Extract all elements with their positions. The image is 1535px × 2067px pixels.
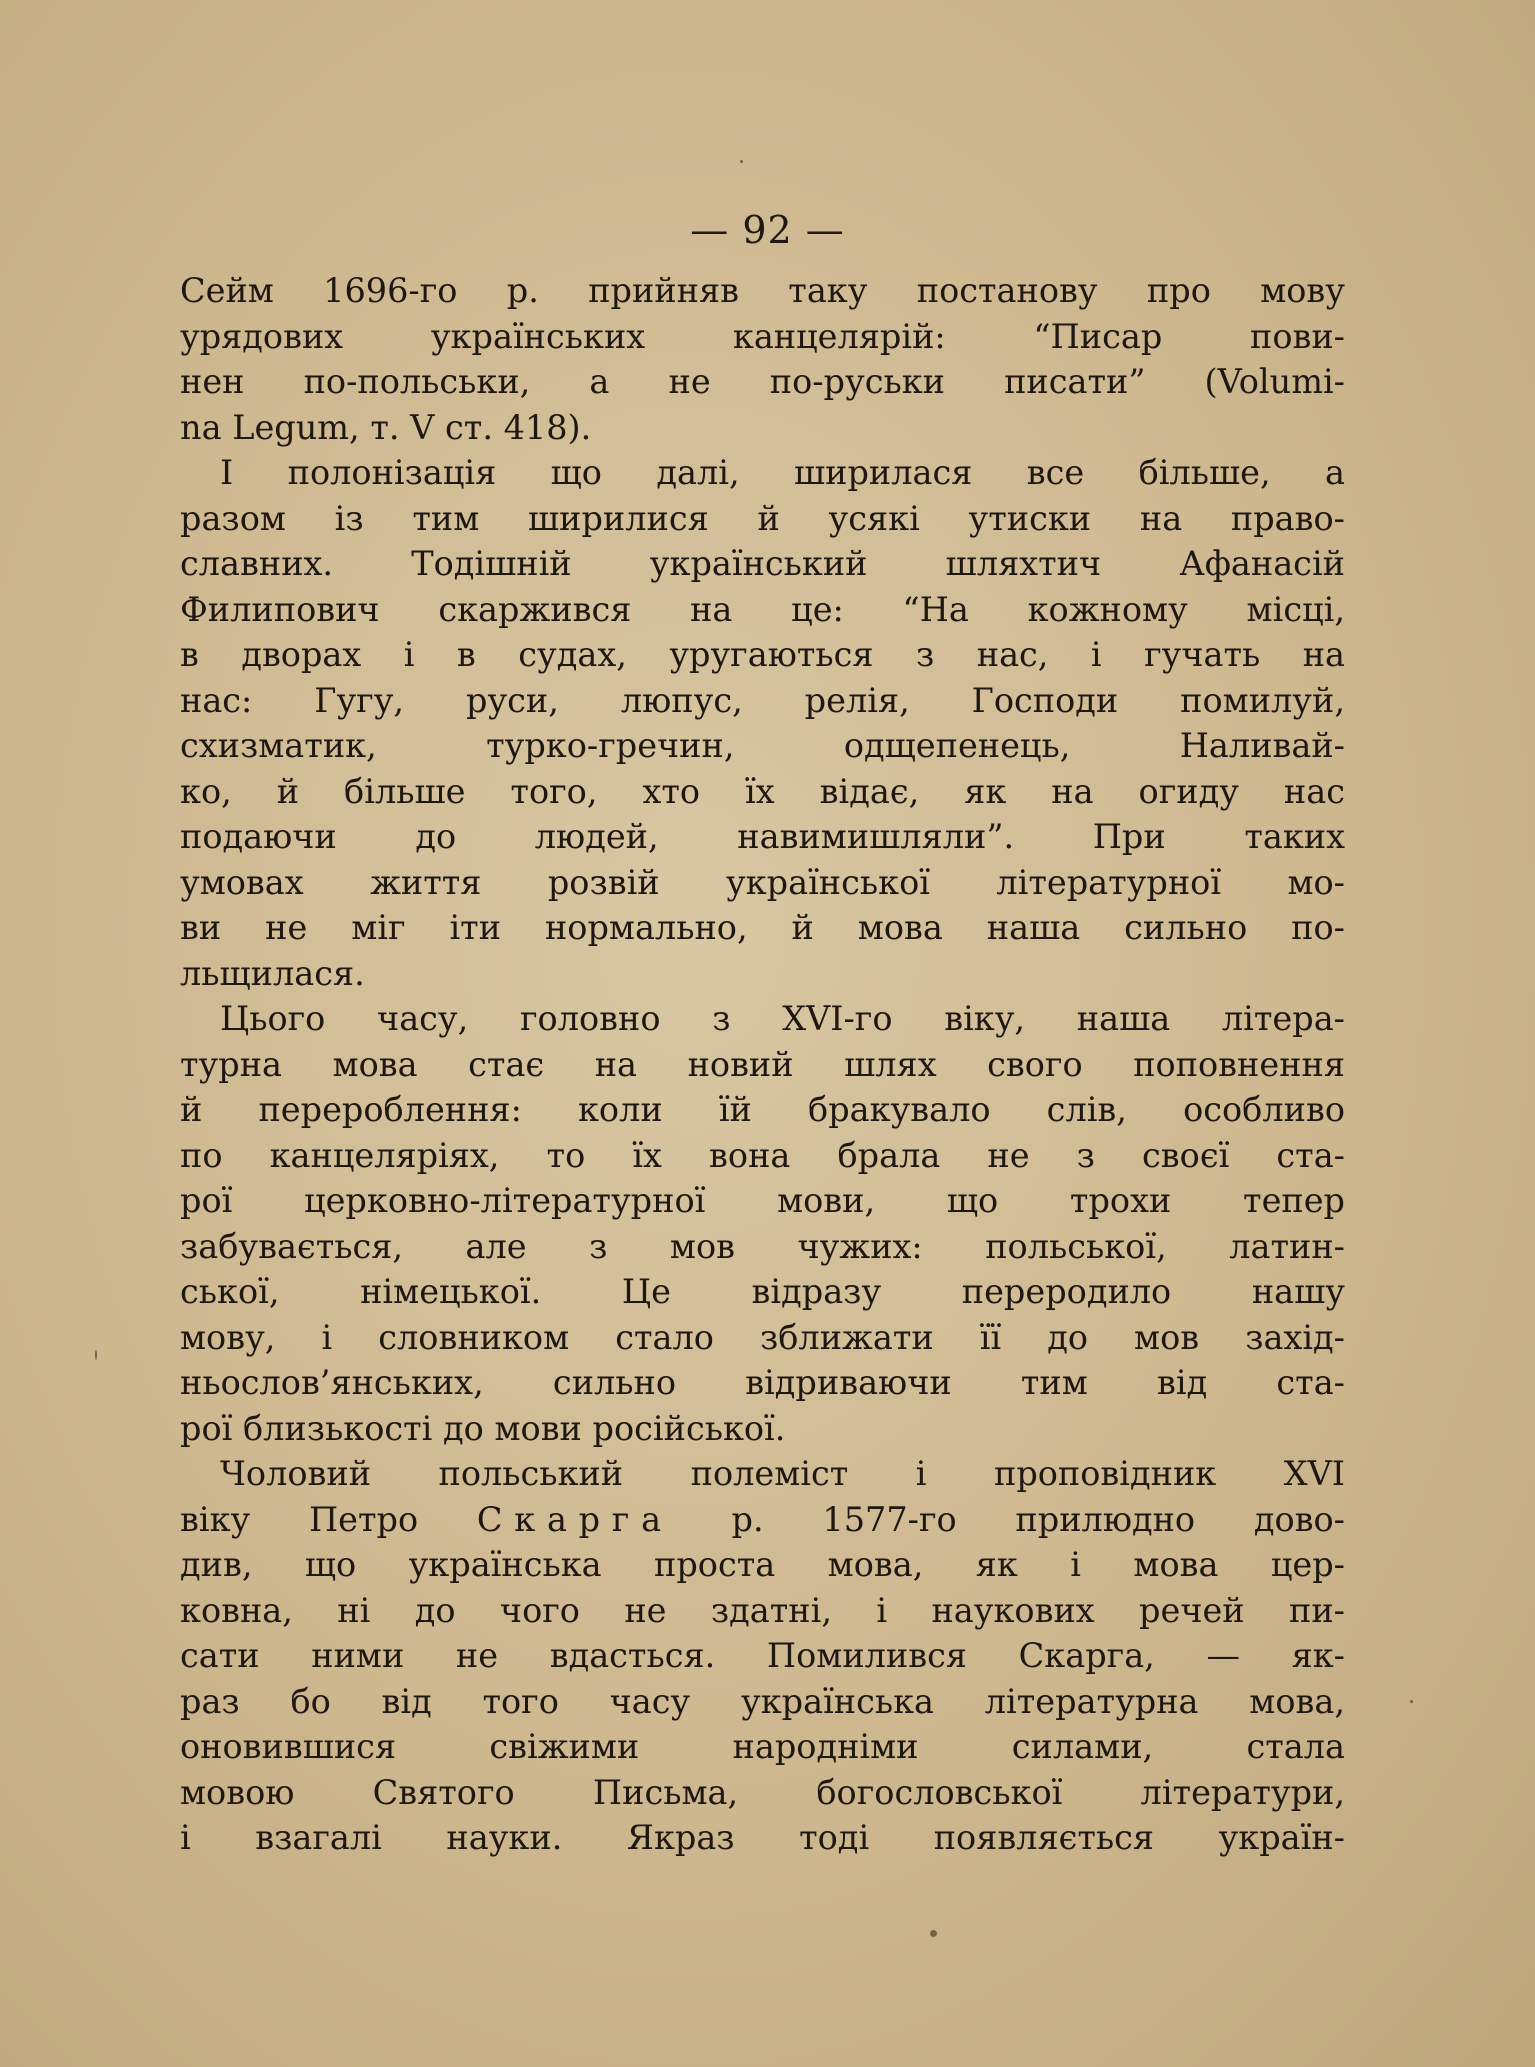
text-line: і взагалі науки. Якраз тоді появляється україн- [180,1818,1345,1857]
spaced-name-skarga: Скарга [476,1499,673,1539]
text-line: турна мова стає на новий шлях свого поповнення [180,1044,1345,1084]
text-line: рої церковно-літературної мови, що трохи тепер [180,1181,1345,1220]
text-line: схизматик, турко-гречин, одщепенець, Наливай- [180,726,1345,765]
text-line: оновившися свіжими народніми силами, стала [180,1727,1345,1766]
paper-speck [95,1350,97,1360]
text-line: льщилася. [180,953,365,993]
text-line: ви не міг іти нормально, й мова наша сильно по- [180,908,1345,947]
text-line: na Legum, т. V ст. 418). [180,407,592,447]
text-line [180,1497,1345,1543]
text-line: нас: Гугу, руси, люпус, релія, Господи помилуй, [180,680,1345,720]
text-line: Цього часу, головно з XVI-го віку, наша літера- [220,999,1345,1038]
text-line: в дворах і в судах, уругаються з нас, і гучать на [180,635,1345,674]
text-line: умовах життя розвій української літературної мо- [180,862,1345,902]
text-line: Филипович скаржився на це: “На кожному місці, [180,589,1345,629]
paper-speck [930,1930,937,1937]
text-line: сати ними не вдасться. Помилився Скарга, — як- [180,1636,1345,1675]
text-line: урядових українських канцелярій: “Писар пови- [180,316,1345,356]
text-line: І полонізація що далі, ширилася все більше, а [220,453,1345,492]
text-line: Сейм 1696-го р. прийняв таку постанову про мову [180,271,1345,310]
text-fragment: віку Петро [180,1499,477,1539]
text-line: подаючи до людей, навимишляли”. При таких [180,817,1345,856]
text-line: рої близькості до мови російської. [180,1408,786,1448]
paper-speck [1410,1700,1413,1703]
text-fragment: р. 1577-го прилюдно дово- [672,1499,1345,1539]
text-line: забувається, але з мов чужих: польської, латин- [180,1226,1345,1266]
page-number: — 92 — [690,208,845,252]
text-line: див, що українська проста мова, як і мова цер- [180,1545,1345,1584]
body-text [180,268,1345,1861]
text-line: разом із тим ширилися й усякі утиски на право- [180,498,1345,538]
text-line: ковна, ні до чого не здатні, і наукових речей пи- [180,1590,1345,1630]
text-line: по канцеляріях, то їх вона брала не з своєї ста- [180,1135,1345,1175]
text-line: нен по-польськи, а не по-руськи писати” (Volumi- [180,362,1345,401]
paper-speck [740,160,743,163]
text-line: раз бо від того часу українська літературна мова, [180,1681,1345,1721]
text-line: мовою Святого Письма, богословської літератури, [180,1772,1345,1812]
text-line: ко, й більше того, хто їх відає, як на огиду нас [180,771,1345,811]
text-line: славних. Тодішній український шляхтич Афанасій [180,544,1345,583]
text-line: Чоловий польський полеміст і проповідник XVI [220,1454,1345,1493]
text-line: мову, і словником стало зближати її до мов захід- [180,1317,1345,1357]
text-line: й перероблення: коли їй бракувало слів, особливо [180,1090,1345,1129]
text-line: ньослов’янських, сильно відриваючи тим від ста- [180,1363,1345,1402]
text-line: ської, німецької. Це відразу переродило нашу [180,1272,1345,1311]
